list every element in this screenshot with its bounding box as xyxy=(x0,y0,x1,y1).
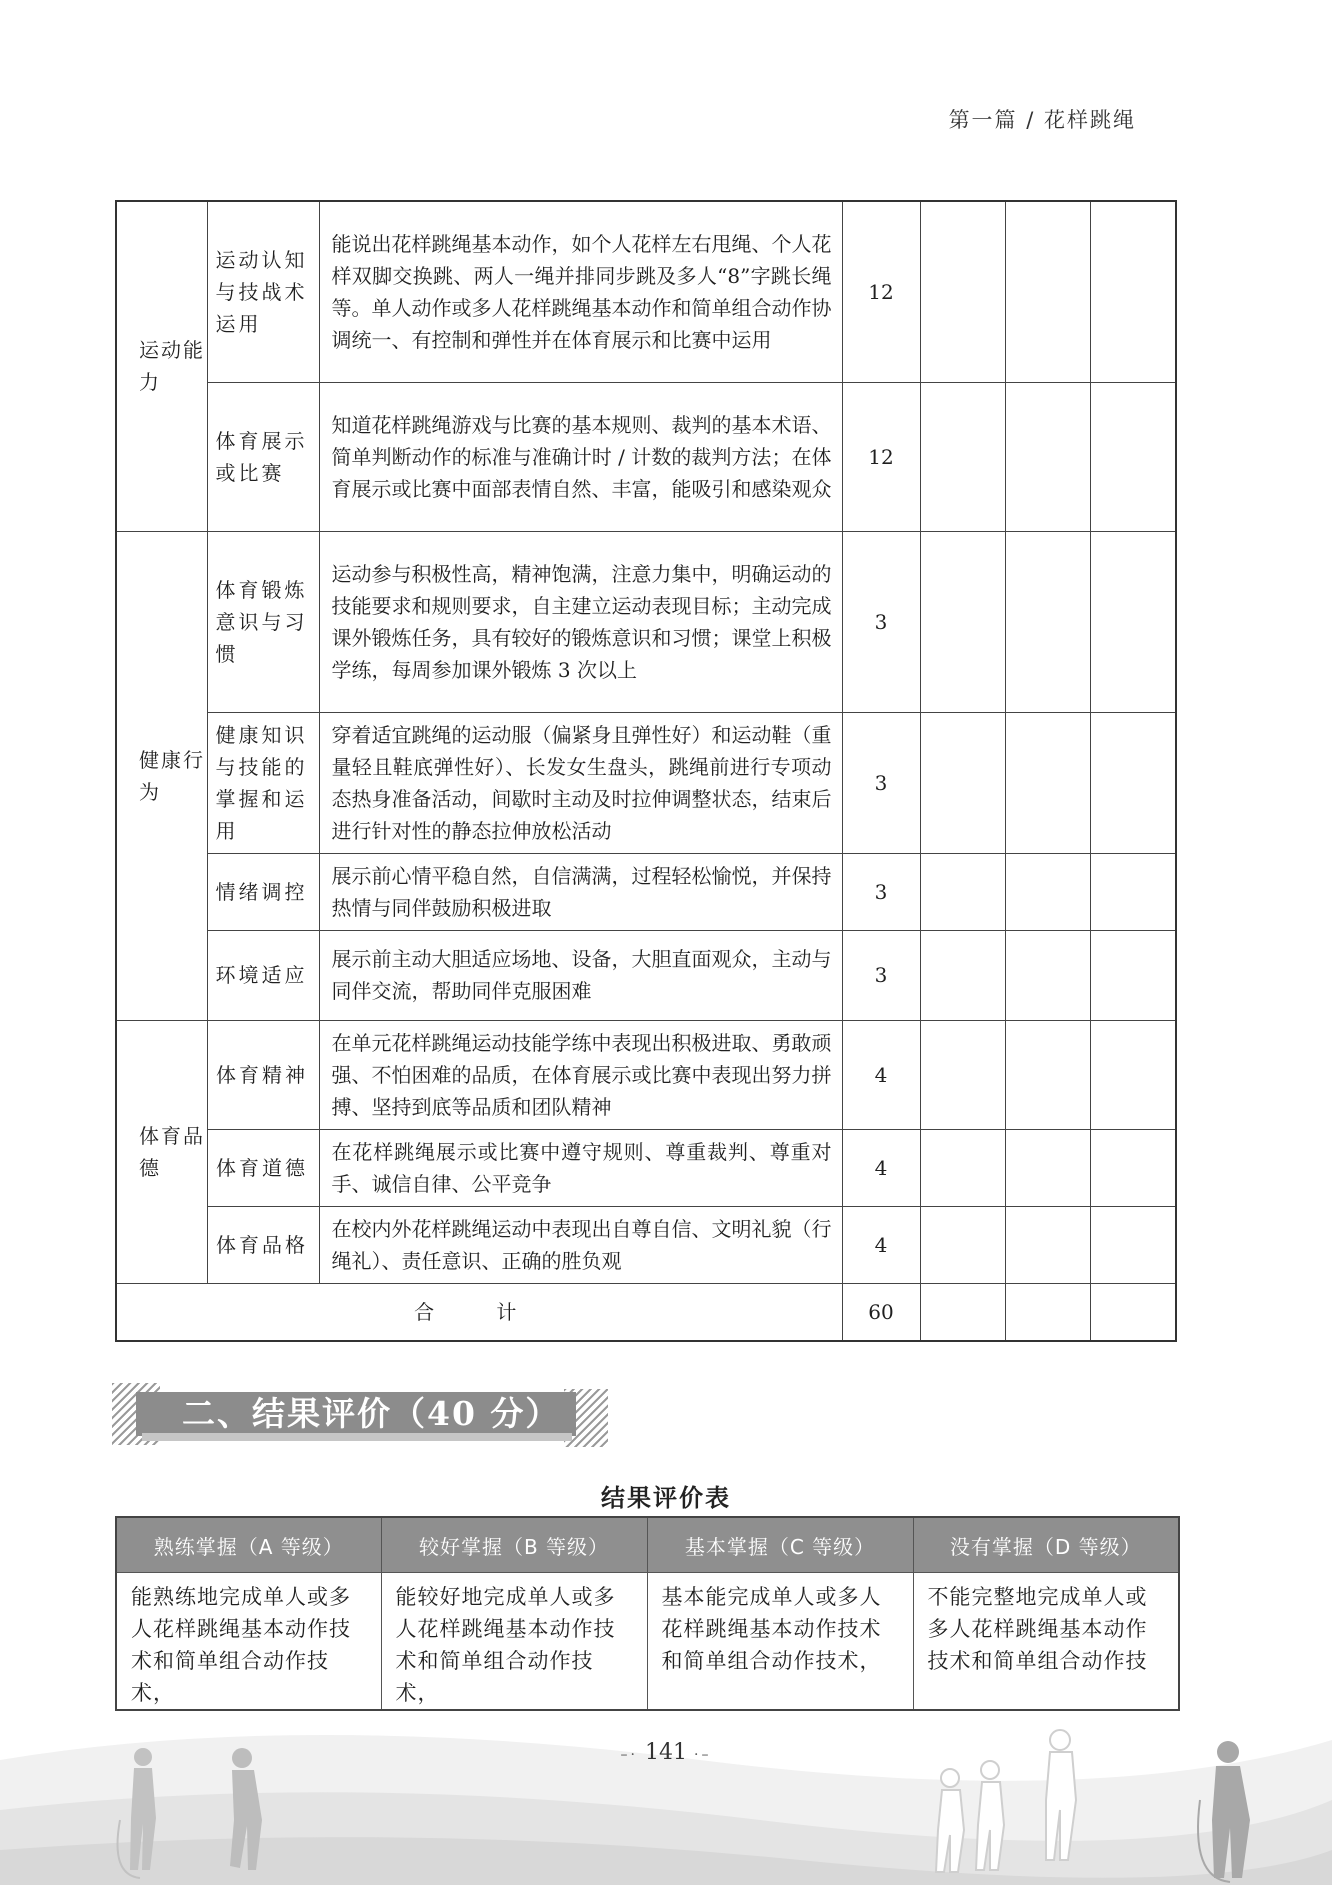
blank-cell xyxy=(920,201,1005,382)
blank-cell xyxy=(1090,853,1176,930)
blank-cell xyxy=(920,531,1005,712)
blank-cell xyxy=(1005,1283,1090,1341)
page-number-ornament: –· xyxy=(620,1747,638,1763)
category-cell: 健康行为 xyxy=(116,531,207,1020)
grade-description: 不能完整地完成单人或多人花样跳绳基本动作技术和简单组合动作技 xyxy=(913,1573,1179,1711)
category-cell: 体育品德 xyxy=(116,1020,207,1283)
grade-description: 能熟练地完成单人或多人花样跳绳基本动作技术和简单组合动作技术， xyxy=(116,1573,381,1711)
criteria-cell: 能说出花样跳绳基本动作，如个人花样左右甩绳、个人花样双脚交换跳、两人一绳并排同步跳及多人“8”字跳长绳等。单人动作或多人花样跳绳基本动作和简单组合动作协调统一、有控制和弹性并在体育展示和比赛中运用 xyxy=(319,201,842,382)
blank-cell xyxy=(1005,1129,1090,1206)
subcategory-cell: 情绪调控 xyxy=(207,853,319,930)
blank-cell xyxy=(920,1283,1005,1341)
criteria-cell: 知道花样跳绳游戏与比赛的基本规则、裁判的基本术语、简单判断动作的标准与准确计时 / 计数的裁判方法；在体育展示或比赛中面部表情自然、丰富，能吸引和感染观众 xyxy=(319,382,842,531)
subcategory-cell: 体育精神 xyxy=(207,1020,319,1129)
column-header: 没有掌握（D 等级） xyxy=(913,1517,1179,1573)
table-row xyxy=(116,1573,1179,1711)
column-header: 熟练掌握（A 等级） xyxy=(116,1517,381,1573)
blank-cell xyxy=(1005,382,1090,531)
score-cell: 12 xyxy=(842,201,920,382)
table-row xyxy=(116,382,1176,531)
subcategory-cell: 体育道德 xyxy=(207,1129,319,1206)
score-cell: 3 xyxy=(842,712,920,853)
score-cell: 4 xyxy=(842,1129,920,1206)
grade-description: 基本能完成单人或多人花样跳绳基本动作技术和简单组合动作技术， xyxy=(647,1573,913,1711)
criteria-cell: 在花样跳绳展示或比赛中遵守规则、尊重裁判、尊重对手、诚信自律、公平竞争 xyxy=(319,1129,842,1206)
page-number xyxy=(0,1740,1332,1765)
blank-cell xyxy=(1090,1283,1176,1341)
table-row xyxy=(116,853,1176,930)
blank-cell xyxy=(1005,531,1090,712)
blank-cell xyxy=(1090,531,1176,712)
table-row xyxy=(116,201,1176,382)
page-number-value: 141 xyxy=(645,1740,687,1765)
running-head: 第一篇 / 花样跳绳 xyxy=(948,108,1136,132)
table-row xyxy=(116,1206,1176,1283)
table-row xyxy=(116,930,1176,1020)
subcategory-cell: 环境适应 xyxy=(207,930,319,1020)
score-cell: 4 xyxy=(842,1206,920,1283)
total-score: 60 xyxy=(842,1283,920,1341)
blank-cell xyxy=(920,930,1005,1020)
score-cell: 4 xyxy=(842,1020,920,1129)
blank-cell xyxy=(1090,712,1176,853)
score-cell: 3 xyxy=(842,531,920,712)
page-number-ornament: ·– xyxy=(694,1747,712,1763)
criteria-cell: 在校内外花样跳绳运动中表现出自尊自信、文明礼貌（行绳礼）、责任意识、正确的胜负观 xyxy=(319,1206,842,1283)
blank-cell xyxy=(1005,930,1090,1020)
criteria-cell: 展示前心情平稳自然，自信满满，过程轻松愉悦，并保持热情与同伴鼓励积极进取 xyxy=(319,853,842,930)
blank-cell xyxy=(920,712,1005,853)
blank-cell xyxy=(1090,201,1176,382)
column-header: 较好掌握（B 等级） xyxy=(381,1517,647,1573)
section-heading xyxy=(112,1383,600,1449)
blank-cell xyxy=(1090,1020,1176,1129)
subcategory-cell: 体育锻炼意识与习惯 xyxy=(207,531,319,712)
blank-cell xyxy=(1090,1206,1176,1283)
table-row xyxy=(116,712,1176,853)
blank-cell xyxy=(1005,201,1090,382)
subcategory-cell: 健康知识与技能的掌握和运用 xyxy=(207,712,319,853)
header-row xyxy=(116,1517,1179,1573)
total-row xyxy=(116,1283,1176,1341)
column-header: 基本掌握（C 等级） xyxy=(647,1517,913,1573)
category-cell: 运动能力 xyxy=(116,201,207,531)
criteria-cell: 展示前主动大胆适应场地、设备，大胆直面观众，主动与同伴交流，帮助同伴克服困难 xyxy=(319,930,842,1020)
score-cell: 12 xyxy=(842,382,920,531)
subcategory-cell: 体育品格 xyxy=(207,1206,319,1283)
subcategory-cell: 运动认知与技战术运用 xyxy=(207,201,319,382)
footer-decoration xyxy=(0,1700,1332,1885)
blank-cell xyxy=(920,1129,1005,1206)
table-row xyxy=(116,1129,1176,1206)
blank-cell xyxy=(920,382,1005,531)
table-row xyxy=(116,1020,1176,1129)
blank-cell xyxy=(1005,1020,1090,1129)
score-cell: 3 xyxy=(842,853,920,930)
blank-cell xyxy=(1005,712,1090,853)
blank-cell xyxy=(1090,1129,1176,1206)
criteria-cell: 在单元花样跳绳运动技能学练中表现出积极进取、勇敢顽强、不怕困难的品质，在体育展示或比赛中表现出努力拼搏、坚持到底等品质和团队精神 xyxy=(319,1020,842,1129)
result-table-caption: 结果评价表 xyxy=(601,1484,731,1512)
blank-cell xyxy=(920,853,1005,930)
result-evaluation-table xyxy=(115,1516,1180,1711)
grade-description: 能较好地完成单人或多人花样跳绳基本动作技术和简单组合动作技术， xyxy=(381,1573,647,1711)
blank-cell xyxy=(920,1206,1005,1283)
blank-cell xyxy=(920,1020,1005,1129)
blank-cell xyxy=(1090,930,1176,1020)
blank-cell xyxy=(1090,382,1176,531)
total-label: 合 计 xyxy=(116,1283,842,1341)
criteria-cell: 穿着适宜跳绳的运动服（偏紧身且弹性好）和运动鞋（重量轻且鞋底弹性好）、长发女生盘头，跳绳前进行专项动态热身准备活动，间歇时主动及时拉伸调整状态，结束后进行针对性的静态拉伸放松活动 xyxy=(319,712,842,853)
section-title: 二、结果评价（40 分） xyxy=(182,1394,561,1433)
criteria-cell: 运动参与积极性高，精神饱满，注意力集中，明确运动的技能要求和规则要求，自主建立运动表现目标；主动完成课外锻炼任务，具有较好的锻炼意识和习惯；课堂上积极学练，每周参加课外锻炼 3 次以上 xyxy=(319,531,842,712)
subcategory-cell: 体育展示或比赛 xyxy=(207,382,319,531)
process-evaluation-table xyxy=(115,200,1177,1342)
table-row xyxy=(116,531,1176,712)
score-cell: 3 xyxy=(842,930,920,1020)
blank-cell xyxy=(1005,853,1090,930)
blank-cell xyxy=(1005,1206,1090,1283)
